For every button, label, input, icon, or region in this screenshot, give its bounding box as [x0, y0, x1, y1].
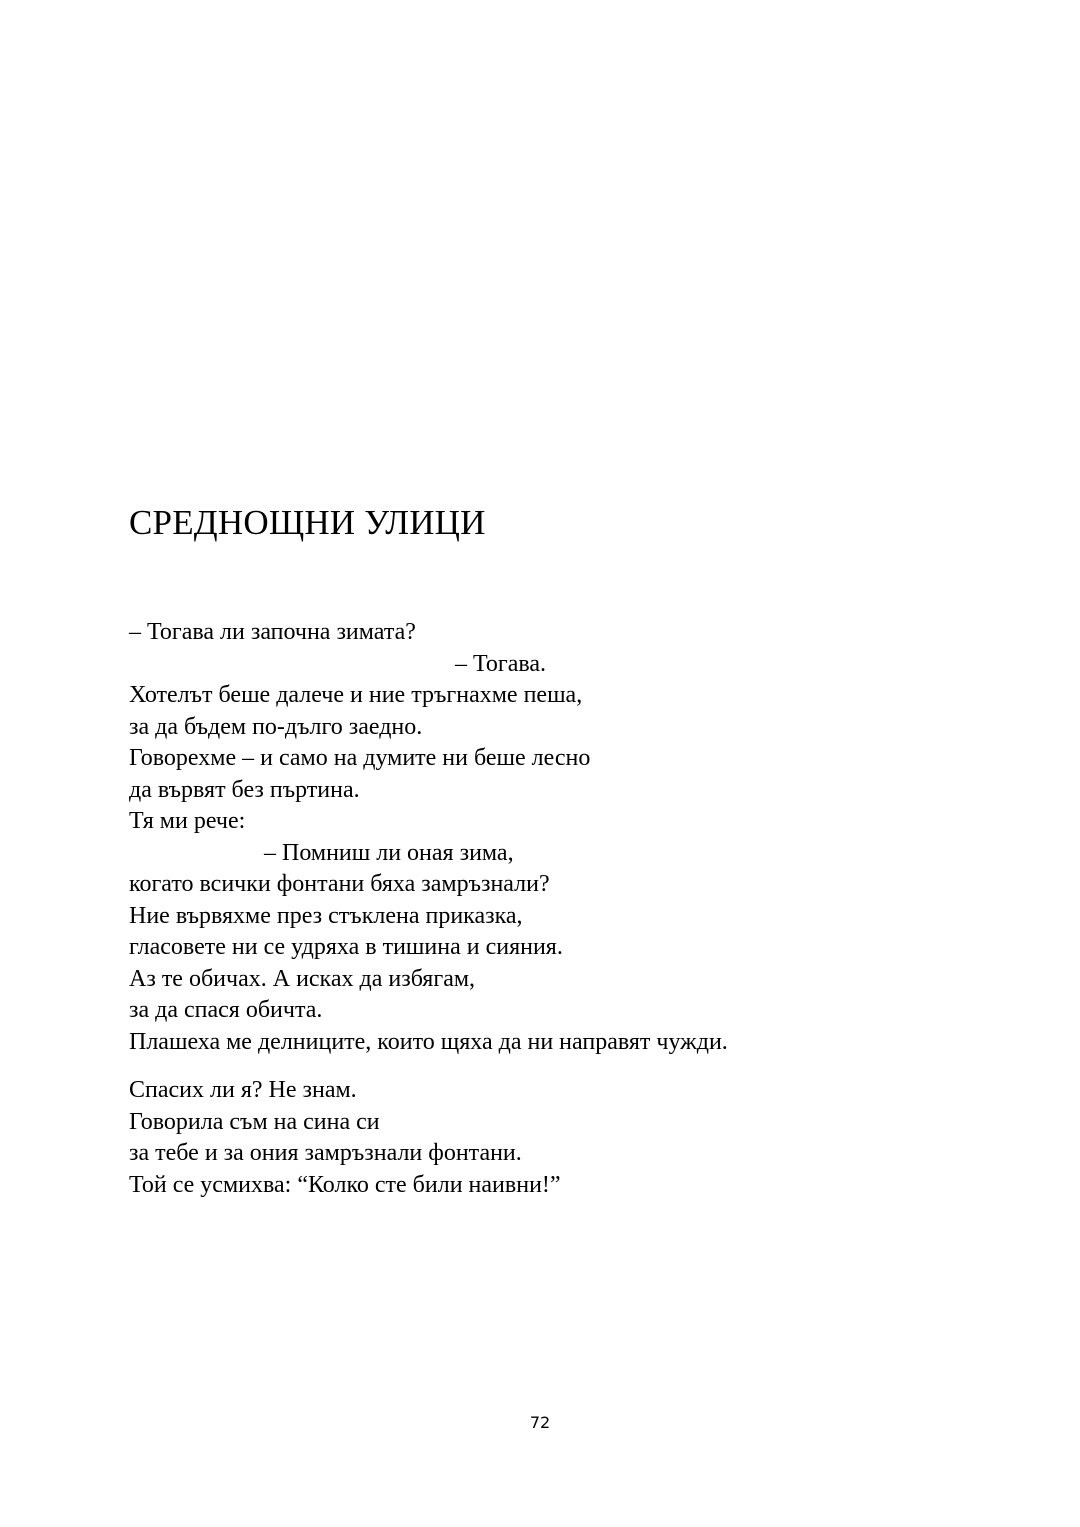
poem-line: – Тогава. [455, 650, 547, 677]
poem-line: Говорила съм на сина си [129, 1108, 380, 1135]
poem-line: за да бъдем по-дълго заедно. [129, 713, 423, 740]
poem-line: – Тогава ли започна зимата? [129, 619, 416, 645]
poem-line: гласовете ни се удряха в тишина и сияния. [129, 934, 563, 960]
poem-line: за да спася обичта. [129, 997, 323, 1023]
poem-line: когато всички фонтани бяха замръзнали? [129, 871, 550, 897]
poem-line: Говорехме – и само на думите ни беше лесно [129, 745, 591, 771]
poem-line: Аз те обичах. А исках да избягам, [129, 965, 476, 992]
poem-line: Спасих ли я? Не знам. [129, 1077, 357, 1103]
poem-line: за тебе и за ония замръзнали фонтани. [129, 1140, 522, 1166]
stanza-2 [129, 1075, 561, 1201]
poem-line: Ние вървяхме през стъклена приказка, [129, 902, 523, 929]
poem-line: Хотелът беше далече и ние тръгнахме пеша, [129, 682, 583, 708]
page-number: 72 [529, 1413, 551, 1432]
poem-line: – Помниш ли оная зима, [264, 839, 514, 866]
poem-line: да вървят без пъртина. [129, 776, 360, 803]
poem-line: Плашеха ме делниците, които щяха да ни направят чужди. [129, 1028, 728, 1055]
stanza-1 [129, 617, 728, 1058]
poem-line: Той се усмихва: “Колко сте били наивни!” [129, 1171, 561, 1198]
poem-title: СРЕДНОЩНИ УЛИЦИ [129, 503, 486, 542]
poem-line: Тя ми рече: [129, 808, 246, 834]
